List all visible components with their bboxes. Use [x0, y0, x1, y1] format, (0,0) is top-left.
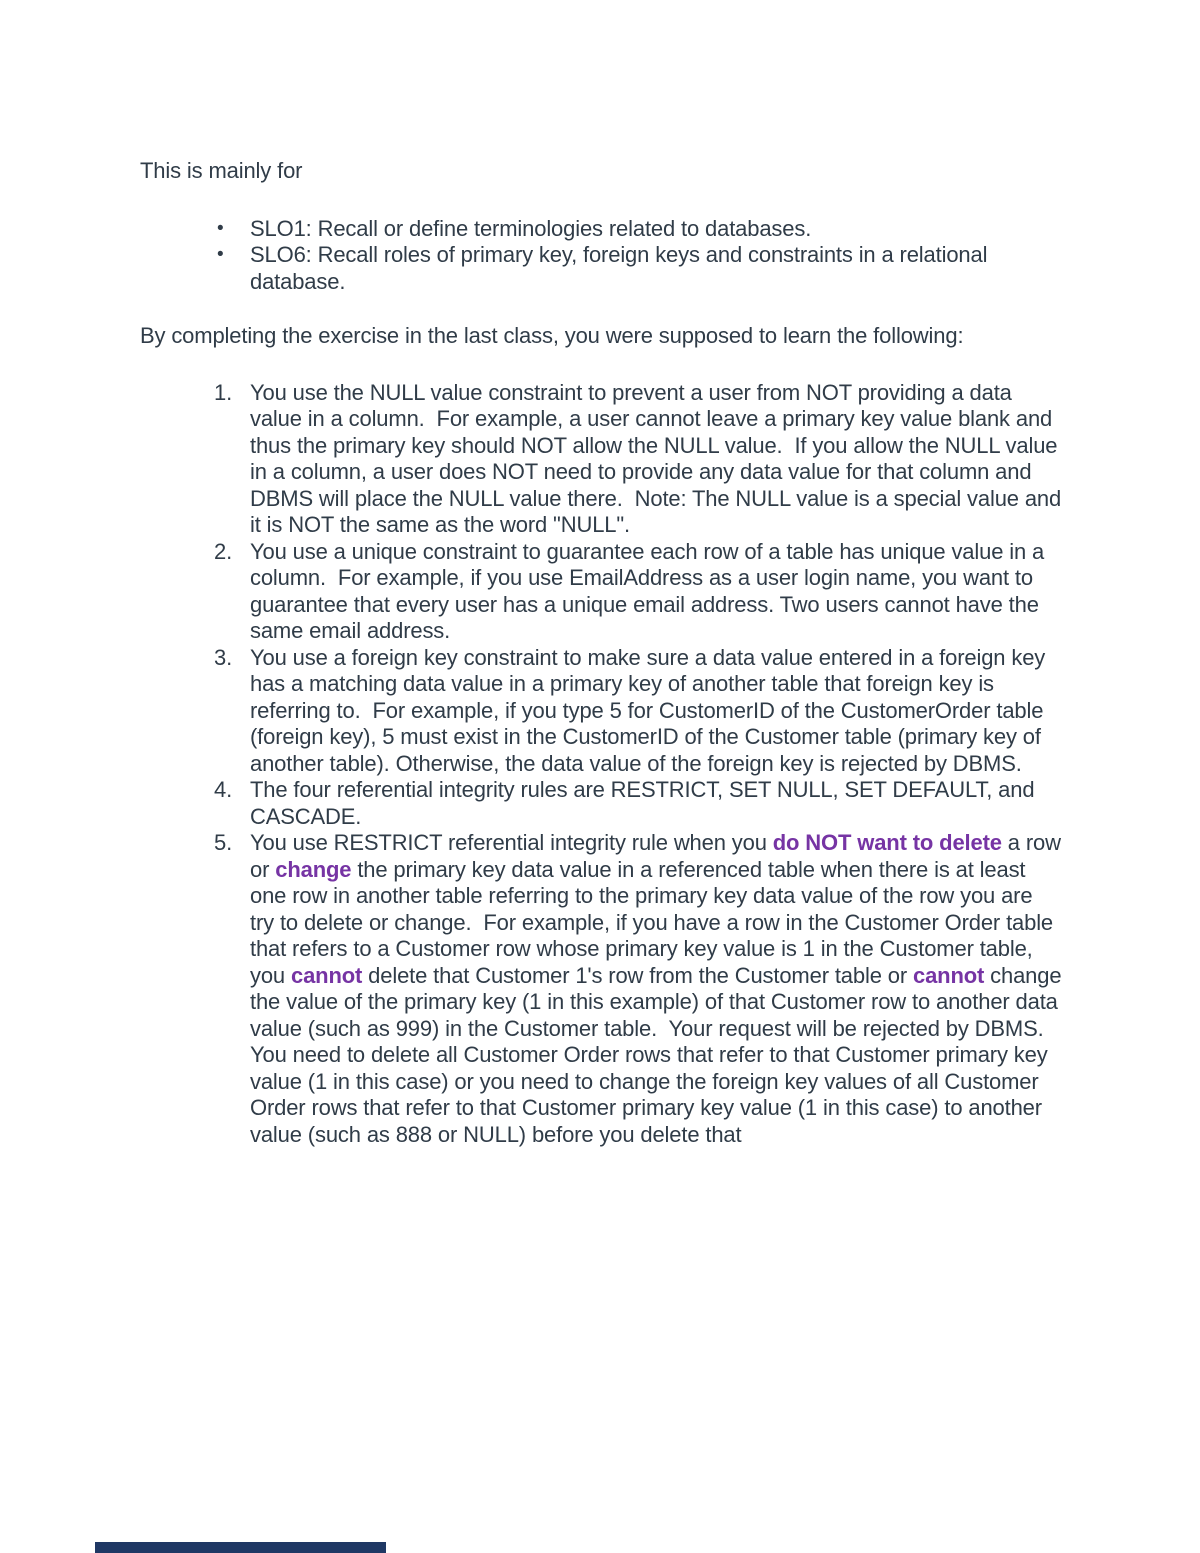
- text-segment: You use a foreign key constraint to make sure a data value entered in a foreign key has a matching data value in a primary key of another table that foreign key is referring to. For example, if you type 5 for CustomerID of the CustomerOrder table (foreign key), 5 must exist in the CustomerID of the Customer table (primary key of another table). Otherwise, the data value of the foreign key is rejected by DBMS.: [250, 644, 1052, 776]
- item-text: [250, 645, 1062, 778]
- item-number: 5.: [214, 830, 233, 855]
- item-text: [250, 379, 1068, 539]
- bullet-icon: •: [217, 217, 224, 239]
- text-segment: delete that Customer 1's row from the Customer table or: [362, 962, 913, 988]
- bullet-icon: •: [217, 244, 224, 265]
- bullet-item: [140, 242, 1062, 295]
- text-segment: do NOT want to delete: [772, 830, 1002, 855]
- cutoff-navy-bar: [95, 1542, 386, 1553]
- item-number: 3.: [214, 644, 233, 670]
- item-number: 1.: [214, 379, 233, 405]
- text-segment: cannot: [912, 962, 985, 988]
- text-segment: a row or: [250, 830, 1067, 882]
- bullet-item: [140, 216, 1062, 243]
- lead-paragraph: By completing the exercise in the last class, you were supposed to learn the following:: [140, 323, 964, 348]
- text-segment: the primary key data value in a referenced table when there is at least one row in another table referring to the primary key data value of the row you are try to delete or change. For example, if you have a row in the Customer Order table that refers to a Customer row whose primary key value is 1 in the Customer table, you: [250, 856, 1059, 988]
- bullet-text: SLO1: Recall or define terminologies related to databases.: [250, 215, 812, 241]
- text-segment: You use the NULL value constraint to prevent a user from NOT providing a data value in a column. For example, a user cannot leave a primary key value blank and thus the primary key should NOT allow the NULL value. If you allow the NULL value in a column, a user does NOT need to provide any data value for that column and DBMS will place the NULL value there. Note: The NULL value is a special value and it is NOT the same as the word "NULL".: [250, 379, 1068, 537]
- item-number: 4.: [214, 777, 233, 802]
- numbered-list: [140, 379, 1068, 1149]
- text-segment: change: [275, 856, 352, 882]
- document-content: [140, 158, 1068, 1148]
- item-text: [250, 830, 1068, 1148]
- text-segment: change the value of the primary key (1 in this example) of that Customer row to another data value (such as 999) in the Customer table. Your request will be rejected by DBMS. You need to delete all Customer Order rows that refer to that Customer primary key value (1 in this case) or you need to change the foreign key values of all Customer Order rows that refer to that Customer primary key value (1 in this case) to another value (such as 888 or NULL) before you delete that: [250, 962, 1068, 1147]
- text-segment: You use a unique constraint to guarantee each row of a table has unique value in a column. For example, if you use EmailAddress as a user login name, you want to guarantee that every user has a unique email address. Two users cannot have the same email address.: [250, 538, 1051, 643]
- numbered-item: [140, 645, 1062, 778]
- text-segment: You use RESTRICT referential integrity rule when you: [250, 830, 773, 855]
- numbered-item: [140, 539, 1062, 645]
- bullet-list: [140, 216, 1062, 296]
- text-segment: cannot: [290, 962, 363, 988]
- numbered-item: [140, 379, 1068, 539]
- bullet-text: SLO6: Recall roles of primary key, foreign keys and constraints in a relational database.: [250, 242, 994, 294]
- numbered-item: [140, 830, 1068, 1148]
- item-text: [250, 539, 1062, 645]
- item-number: 2.: [214, 538, 233, 564]
- numbered-item: [140, 777, 1062, 830]
- item-text: [250, 777, 1062, 830]
- intro-paragraph: This is mainly for: [140, 158, 303, 183]
- text-segment: The four referential integrity rules are RESTRICT, SET NULL, SET DEFAULT, and CASCADE.: [250, 777, 1041, 829]
